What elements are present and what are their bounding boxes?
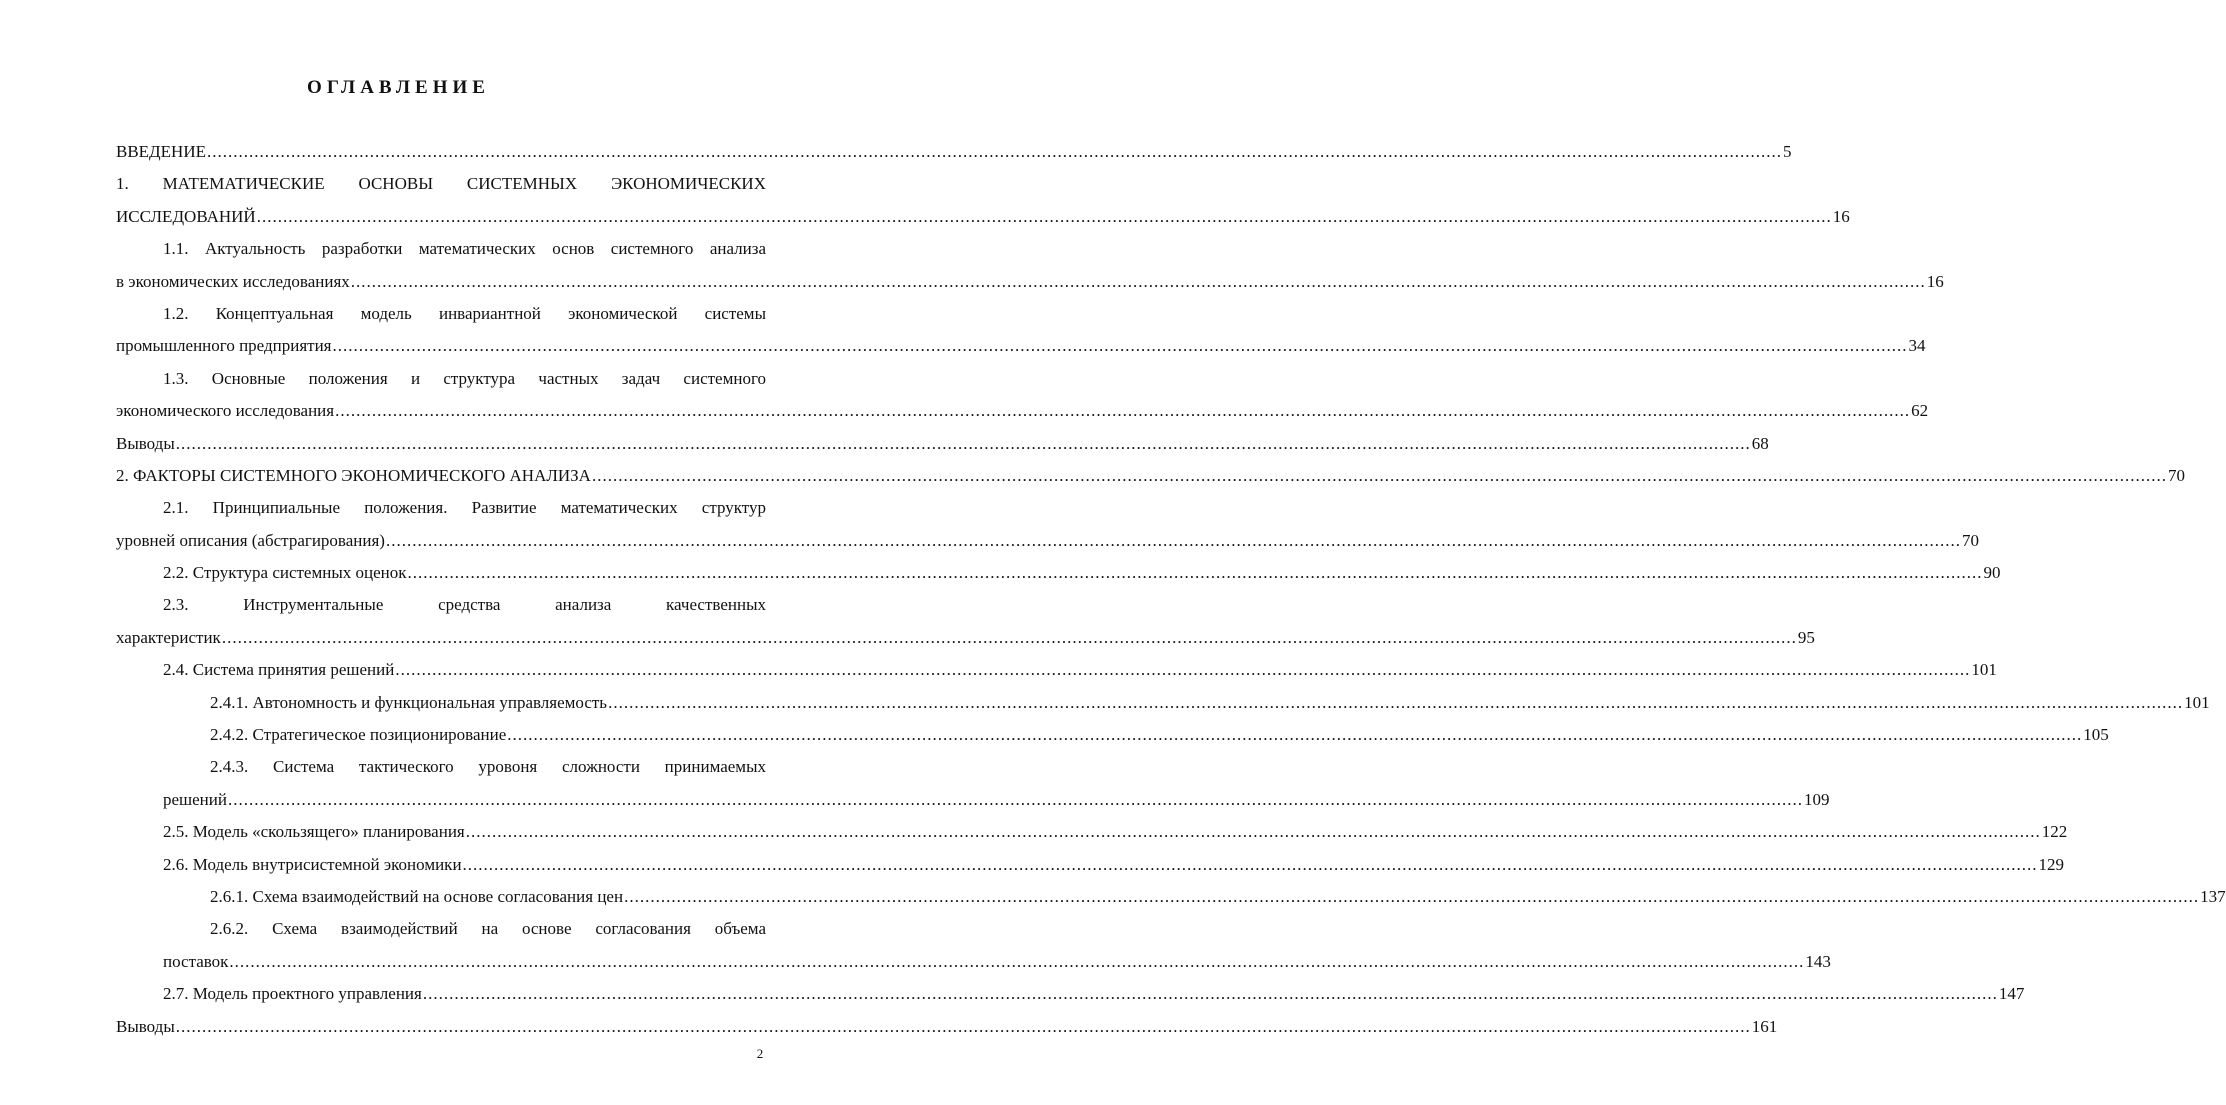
toc-entry bbox=[116, 980, 2025, 1012]
toc-entry-title: 2. ФАКТОРЫ СИСТЕМНОГО ЭКОНОМИЧЕСКОГО АНАЛИЗА bbox=[116, 465, 591, 485]
toc-page-number: 137 bbox=[2200, 886, 2226, 906]
toc-entry-heading: 2.3. Инструментальные средства анализа качественных bbox=[163, 595, 766, 615]
toc-page-number: 147 bbox=[1998, 984, 2025, 1004]
dot-leader: ............................................................................................................................................................................................................................................................................................................ bbox=[221, 627, 1797, 647]
page-number: 2 bbox=[756, 1046, 764, 1061]
toc-entry-heading: 1.3. Основные положения и структура частных задач системного bbox=[163, 368, 766, 388]
dot-leader: ............................................................................................................................................................................................................................................................................................................ bbox=[175, 1016, 1751, 1036]
toc-entry bbox=[116, 721, 2109, 753]
toc-entry-heading: 2.1. Принципиальные положения. Развитие математических структур bbox=[163, 498, 766, 518]
toc-entry-title: характеристик bbox=[116, 627, 221, 647]
toc-page-number: 16 bbox=[1926, 271, 1944, 291]
dot-leader: ............................................................................................................................................................................................................................................................................................................ bbox=[608, 692, 2184, 712]
toc-entry bbox=[116, 948, 1831, 980]
toc-page-number: 70 bbox=[1961, 530, 1979, 550]
toc-page-number: 122 bbox=[2041, 822, 2068, 842]
toc-entry-title: решений bbox=[163, 789, 227, 809]
toc-entry-title: 2.7. Модель проектного управления bbox=[163, 984, 422, 1004]
toc-entry bbox=[116, 430, 1769, 462]
toc-entry bbox=[116, 624, 1815, 656]
dot-leader: ............................................................................................................................................................................................................................................................................................................ bbox=[407, 563, 1983, 583]
toc-entry bbox=[116, 656, 1997, 688]
toc-entry bbox=[116, 689, 2210, 721]
toc-entry-title: Выводы bbox=[116, 433, 175, 453]
toc-entry-title: уровней описания (абстрагирования) bbox=[116, 530, 385, 550]
toc-entry bbox=[116, 883, 2226, 915]
toc-entry bbox=[116, 527, 1979, 559]
toc-entry-title: экономического исследования bbox=[116, 401, 335, 421]
toc-page-number: 105 bbox=[2083, 725, 2109, 745]
toc-entry bbox=[116, 268, 1944, 300]
toc-entry bbox=[116, 786, 1830, 818]
toc-entry-title: ВВЕДЕНИЕ bbox=[116, 142, 206, 161]
toc-page-number: 68 bbox=[1751, 433, 1769, 453]
toc-entry-heading: 1. МАТЕМАТИЧЕСКИЕ ОСНОВЫ СИСТЕМНЫХ ЭКОНОМИЧЕСКИХ bbox=[116, 174, 766, 194]
toc-page-number: 101 bbox=[1971, 660, 1997, 680]
toc-page-number: 161 bbox=[1751, 1016, 1778, 1036]
dot-leader: ............................................................................................................................................................................................................................................................................................................ bbox=[624, 886, 2200, 906]
dot-leader: ............................................................................................................................................................................................................................................................................................................ bbox=[507, 725, 2083, 745]
toc-page-number: 70 bbox=[2167, 465, 2185, 485]
toc-entry-title: 2.4.2. Стратегическое позиционирование bbox=[210, 725, 507, 745]
toc-entry bbox=[116, 138, 1792, 170]
page-title: ОГЛАВЛЕНИЕ bbox=[307, 77, 490, 98]
toc-entry bbox=[116, 818, 2068, 850]
toc-entry bbox=[116, 559, 2001, 591]
dot-leader: ............................................................................................................................................................................................................................................................................................................ bbox=[462, 854, 2038, 874]
toc-entry-title: Выводы bbox=[116, 1016, 175, 1036]
toc-entry-heading: 2.6.2. Схема взаимодействий на основе согласования объема bbox=[210, 919, 766, 939]
dot-leader: ............................................................................................................................................................................................................................................................................................................ bbox=[335, 401, 1911, 421]
toc-page-number: 5 bbox=[1782, 142, 1792, 161]
toc-entry-title: 2.4. Система принятия решений bbox=[163, 660, 395, 680]
toc-entry-title: поставок bbox=[163, 951, 229, 971]
toc-entry bbox=[116, 462, 2185, 494]
toc-entry-title: 2.2. Структура системных оценок bbox=[163, 563, 407, 583]
dot-leader: ............................................................................................................................................................................................................................................................................................................ bbox=[465, 822, 2041, 842]
toc-entry bbox=[116, 203, 1850, 235]
toc-entry-title: в экономических исследованиях bbox=[116, 271, 350, 291]
dot-leader: ............................................................................................................................................................................................................................................................................................................ bbox=[229, 951, 1805, 971]
toc-page-number: 95 bbox=[1797, 627, 1815, 647]
toc-page-number: 34 bbox=[1908, 336, 1926, 356]
toc-page-number: 62 bbox=[1911, 401, 1929, 421]
toc-entry-heading: 2.4.3. Система тактического уровоня сложности принимаемых bbox=[210, 757, 766, 777]
toc-entry bbox=[116, 1013, 1778, 1045]
dot-leader: ............................................................................................................................................................................................................................................................................................................ bbox=[591, 465, 2167, 485]
toc-entry bbox=[116, 851, 2065, 883]
dot-leader: ............................................................................................................................................................................................................................................................................................................ bbox=[385, 530, 1961, 550]
toc-entry bbox=[116, 397, 1929, 429]
dot-leader: ............................................................................................................................................................................................................................................................................................................ bbox=[175, 433, 1751, 453]
toc-entry-title: 2.6. Модель внутрисистемной экономики bbox=[163, 854, 462, 874]
toc-page-number: 101 bbox=[2184, 692, 2210, 712]
toc-page-number: 109 bbox=[1803, 789, 1830, 809]
toc-entry-title: 2.6.1. Схема взаимодействий на основе согласования цен bbox=[210, 886, 624, 906]
toc-entry-title: 2.5. Модель «скользящего» планирования bbox=[163, 822, 465, 842]
toc-page-number: 129 bbox=[2038, 854, 2065, 874]
dot-leader: ............................................................................................................................................................................................................................................................................................................ bbox=[227, 789, 1803, 809]
toc-entry-title: 2.4.1. Автономность и функциональная управляемость bbox=[210, 692, 608, 712]
dot-leader: ............................................................................................................................................................................................................................................................................................................ bbox=[350, 271, 1926, 291]
toc-entry-title: ИССЛЕДОВАНИЙ bbox=[116, 206, 256, 226]
toc-entry-heading: 1.2. Концептуальная модель инвариантной экономической системы bbox=[163, 303, 766, 323]
toc-entry-heading: 1.1. Актуальность разработки математических основ системного анализа bbox=[163, 239, 766, 259]
dot-leader: ............................................................................................................................................................................................................................................................................................................ bbox=[422, 984, 1998, 1004]
toc-page-number: 143 bbox=[1805, 951, 1831, 971]
toc-page-number: 16 bbox=[1832, 206, 1850, 226]
dot-leader: ............................................................................................................................................................................................................................................................................................................ bbox=[206, 142, 1782, 161]
dot-leader: ............................................................................................................................................................................................................................................................................................................ bbox=[395, 660, 1971, 680]
toc-entry bbox=[116, 332, 1926, 364]
dot-leader: ............................................................................................................................................................................................................................................................................................................ bbox=[332, 336, 1908, 356]
table-of-contents bbox=[116, 138, 2226, 1045]
toc-entry-title: промышленного предприятия bbox=[116, 336, 332, 356]
toc-page-number: 90 bbox=[1983, 563, 2001, 583]
dot-leader: ............................................................................................................................................................................................................................................................................................................ bbox=[256, 206, 1832, 226]
